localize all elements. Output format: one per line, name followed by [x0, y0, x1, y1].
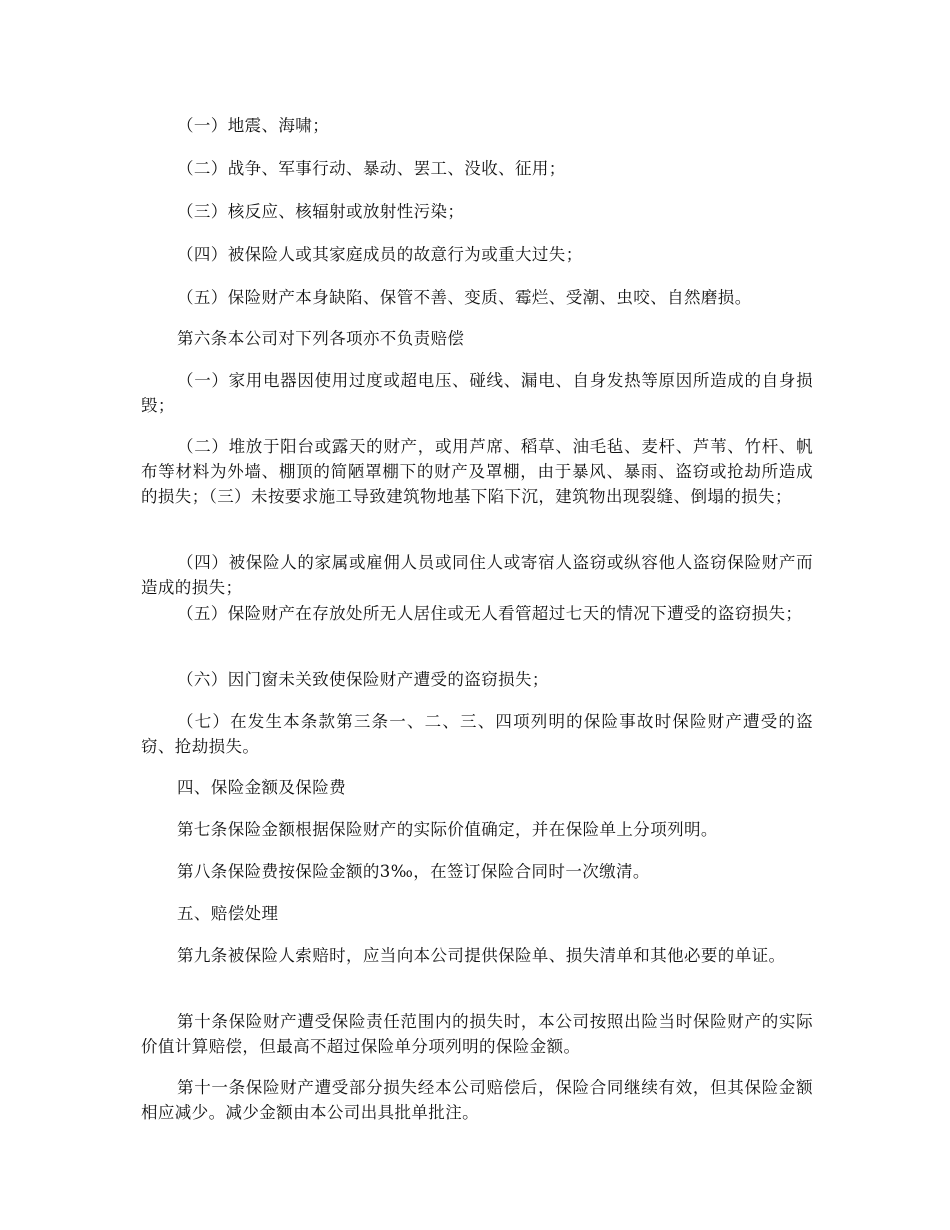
paragraph: 第十一条保险财产遭受部分损失经本公司赔偿后，保险合同继续有效，但其保险金额相应减少。减少金额由本公司出具批单批注。 — [141, 1078, 813, 1122]
paragraph: （一）家用电器因使用过度或超电压、碰线、漏电、自身发热等原因所造成的自身损毁； — [141, 371, 813, 415]
paragraph: 第八条保险费按保险金额的3‰，在签订保险合同时一次缴清。 — [177, 862, 650, 881]
paragraph: （四）被保险人的家属或雇佣人员或同住人或寄宿人盗窃或纵容他人盗窃保险财产而造成的损失； — [141, 553, 813, 597]
section-heading: 四、保险金额及保险费 — [177, 778, 346, 797]
section-heading: 第六条本公司对下列各项亦不负责赔偿 — [177, 329, 465, 348]
paragraph: （五）保险财产在存放处所无人居住或无人看管超过七天的情况下遭受的盗窃损失； — [177, 604, 803, 623]
paragraph: （二）战争、军事行动、暴动、罢工、没收、征用； — [177, 159, 566, 178]
paragraph: 第九条被保险人索赔时，应当向本公司提供保险单、损失清单和其他必要的单证。 — [177, 946, 786, 965]
paragraph: （二）堆放于阳台或露天的财产，或用芦席、稻草、油毛毡、麦杆、芦苇、竹杆、帆布等材料为外墙、棚顶的简陋罩棚下的财产及罩棚，由于暴风、暴雨、盗窃或抢劫所造成的损失；（三）未按要求施工导致建筑物地基下陷下沉，建筑物出现裂缝、倒塌的损失； — [141, 437, 813, 506]
paragraph: 第十条保险财产遭受保险责任范围内的损失时，本公司按照出险当时保险财产的实际价值计算赔偿，但最高不超过保险单分项列明的保险金额。 — [141, 1012, 813, 1056]
paragraph: （一）地震、海啸； — [177, 116, 330, 135]
paragraph: （七）在发生本条款第三条一、二、三、四项列明的保险事故时保险财产遭受的盗窃、抢劫损失。 — [141, 712, 813, 756]
paragraph: （四）被保险人或其家庭成员的故意行为或重大过失； — [177, 245, 583, 264]
paragraph: 第七条保险金额根据保险财产的实际价值确定，并在保险单上分项列明。 — [177, 820, 718, 839]
paragraph: （五）保险财产本身缺陷、保管不善、变质、霉烂、受潮、虫咬、自然磨损。 — [177, 288, 752, 307]
paragraph: （六）因门窗未关致使保险财产遭受的盗窃损失； — [177, 670, 549, 689]
paragraph: （三）核反应、核辐射或放射性污染； — [177, 202, 465, 221]
section-heading: 五、赔偿处理 — [177, 904, 279, 923]
